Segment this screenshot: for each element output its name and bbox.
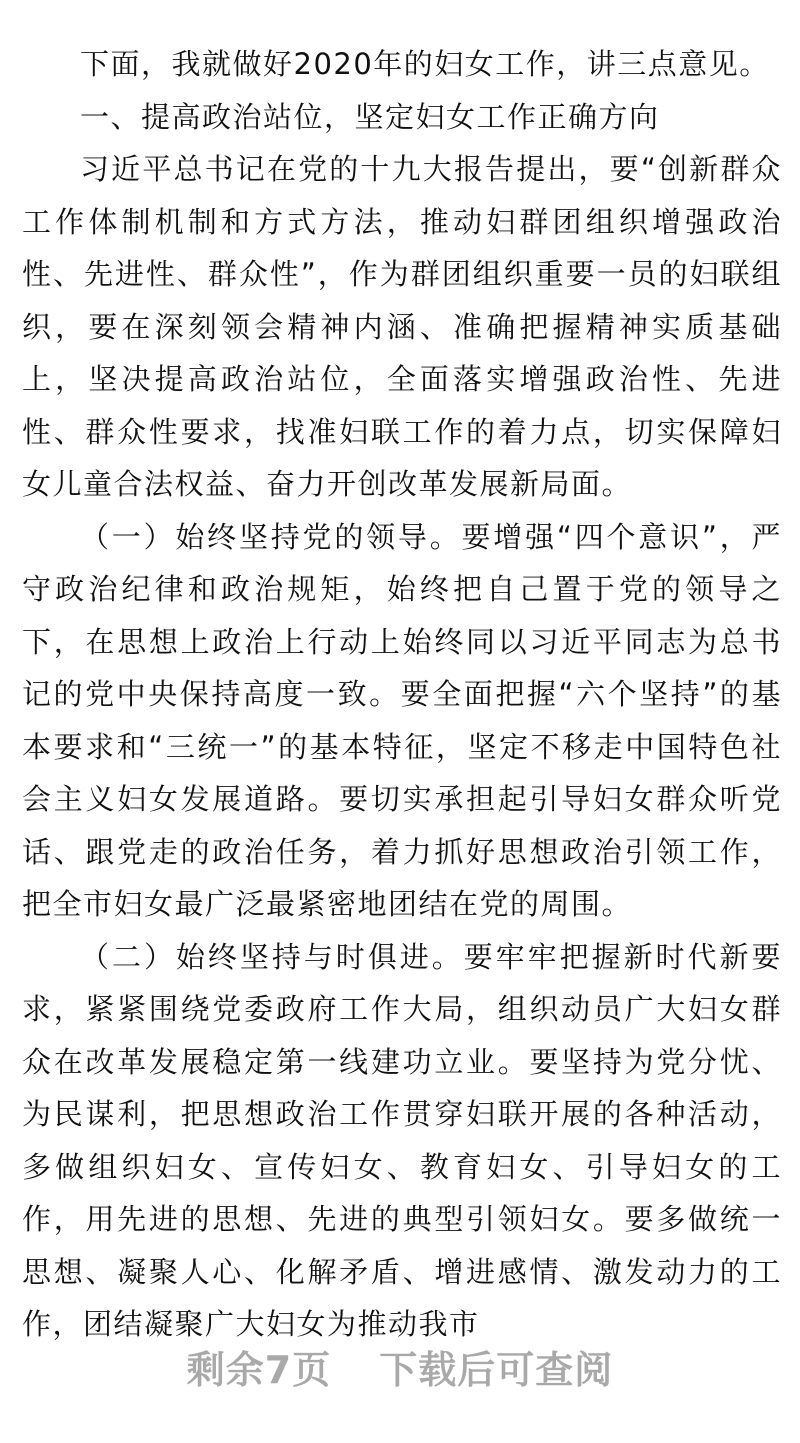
remaining-pages-label: 剩余7页	[186, 1347, 332, 1392]
paragraph-1: 习近平总书记在党的十九大报告提出，要“创新群众工作体制机制和方式方法，推动妇群团组织增强政治性、先进性、群众性”，作为群团组织重要一员的妇联组织，要在深刻领会精神内涵、准确把握精神实质基础上，坚决提高政治站位，全面落实增强政治性、先进性、群众性要求，找准妇联工作的着力点，切实保障妇女儿童合法权益、奋力开创改革发展新局面。	[22, 152, 782, 501]
download-banner[interactable]	[0, 1336, 800, 1396]
document-body	[22, 38, 782, 1351]
paragraph-2: （一）始终坚持党的领导。要增强“四个意识”，严守政治纪律和政治规矩，始终把自己置于党的领导之下，在思想上政治上行动上始终同以习近平同志为总书记的党中央保持高度一致。要全面把握“六个坚持”的基本要求和“三统一”的基本特征，坚定不移走中国特色社会主义妇女发展道路。要切实承担起引导妇女群众听党话、跟党走的政治任务，着力抓好思想政治引领工作，把全市妇女最广泛最紧密地团结在党的周围。	[22, 519, 782, 921]
intro-line: 下面，我就做好2020年的妇女工作，讲三点意见。	[80, 47, 770, 81]
paragraph-3: （二）始终坚持与时俱进。要牢牢把握新时代新要求，紧紧围绕党委政府工作大局，组织动员广大妇女群众在改革发展稳定第一线建功立业。要坚持为党分忧、为民谋利，把思想政治工作贯穿妇联开展的各种活动，多做组织妇女、宣传妇女、教育妇女、引导妇女的工作，用先进的思想、先进的典型引领妇女。要多做统一思想、凝聚人心、化解矛盾、增进感情、激发动力的工作，团结凝聚广大妇女为推动我市	[22, 939, 782, 1341]
download-prompt-label: 下载后可查阅	[379, 1347, 614, 1392]
section-heading: 一、提高政治站位，坚定妇女工作正确方向	[80, 99, 660, 134]
